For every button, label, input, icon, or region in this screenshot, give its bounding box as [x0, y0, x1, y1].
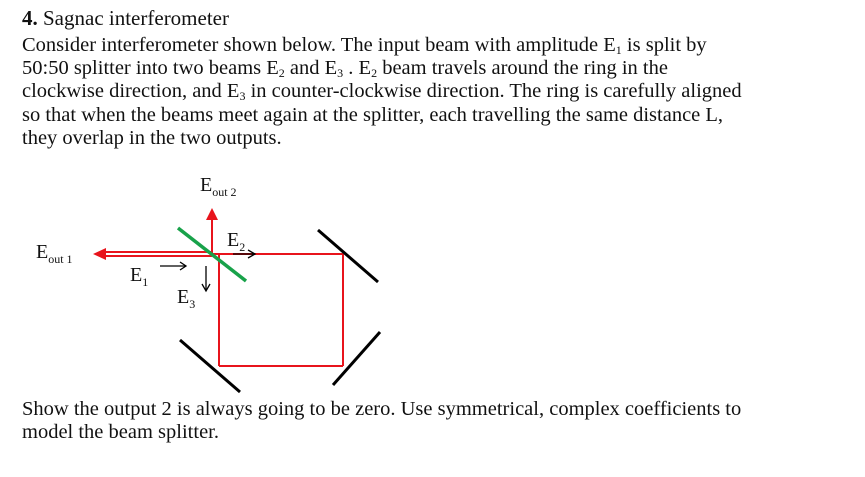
label-e-out-1: $E_{out 1}$ [36, 241, 73, 266]
question-line-1: Show the output 2 is always going to be zero. Use symmetrical, complex coefficients to [22, 398, 742, 420]
mirror-top-right [318, 230, 378, 282]
label-e3: $E_3$ [177, 286, 196, 311]
output-2-arrowhead [206, 208, 218, 220]
question-line-2: model the beam splitter. [22, 421, 219, 444]
mirror-bottom-right [333, 332, 380, 385]
label-e2: $E_2$ [227, 229, 246, 254]
paragraph-line-3: clockwise direction, and $E_3$ in counter-clockwise direction. The ring is carefully aligned [22, 80, 742, 104]
beam-input-output-1 [100, 252, 212, 256]
output-1-arrowhead [93, 248, 106, 260]
paragraph-line-1: Consider interferometer shown below. The input beam with amplitude $E_1$ is split by [22, 34, 707, 57]
paragraph-line-4: so that when the beams meet again at the splitter, each travelling the same distance L, [22, 103, 724, 126]
label-e-out-2: $E_{out 2}$ [200, 174, 237, 199]
paragraph-line-5: they overlap in the two outputs. [22, 126, 282, 149]
problem-number: 4. [22, 6, 38, 30]
problem-title-text: Sagnac interferometer [43, 6, 229, 30]
paragraph-line-2: 50:50 splitter into two beams $E_2$ and $E_3$ . $E_2$ beam travels around the ring in the [22, 57, 668, 81]
question-paragraph [22, 398, 852, 444]
label-e1: $E_1$ [130, 264, 149, 289]
